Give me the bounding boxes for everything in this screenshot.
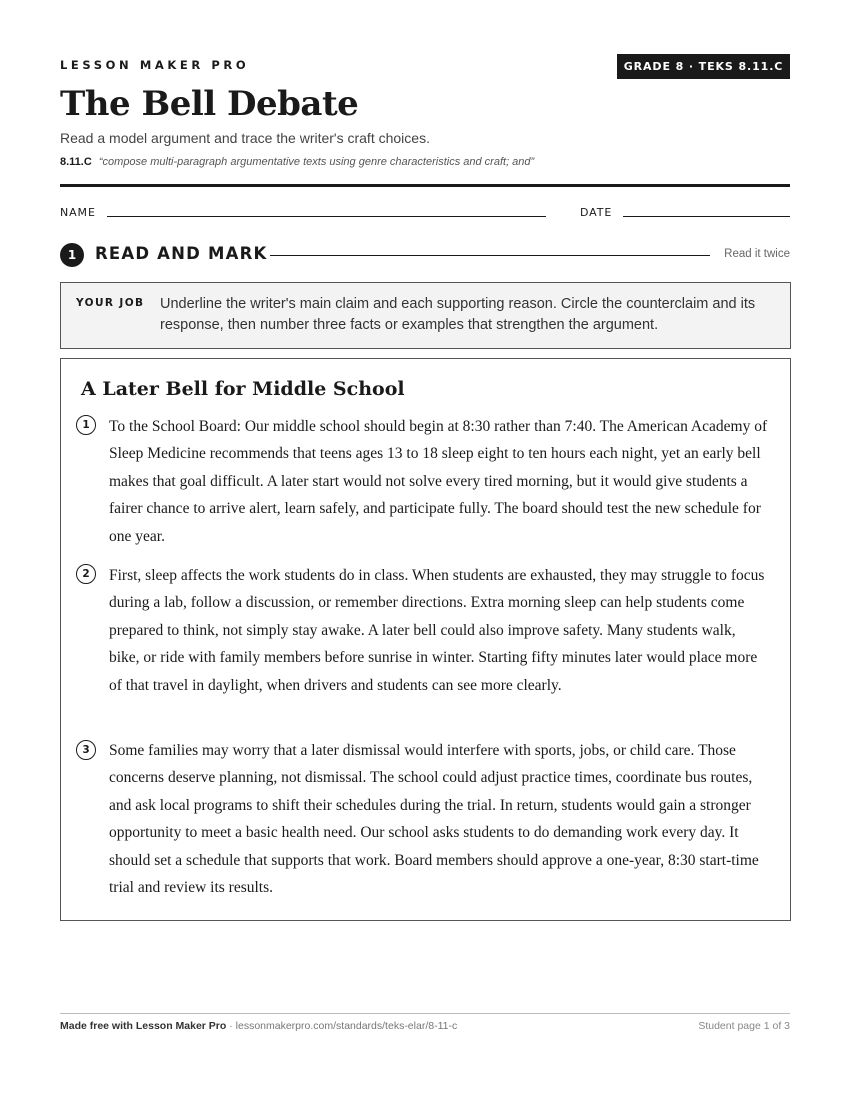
grade-badge: GRADE 8 · TEKS 8.11.C [617,54,790,79]
standard-text: “compose multi-paragraph argumentative texts using genre characteristics and craft; and” [98,156,535,168]
footer-made-with: Made free with Lesson Maker Pro [60,1020,227,1032]
header-divider [60,184,790,187]
footer-divider [60,1013,790,1014]
paragraph-number-1: 1 [76,415,96,435]
date-field[interactable] [623,216,790,217]
page-title: The Bell Debate [60,84,359,124]
name-field[interactable] [107,216,546,217]
brand-name: LESSON MAKER PRO [60,58,250,72]
passage-paragraph-2: First, sleep affects the work students do in class. When students are exhausted, they may struggle to focus during a lab, follow a discussion, or remember directions. Extra morning sleep can help students come prepared to think, not simply stay awake. A later bell could also improve safety. Many students walk, bike, or ride with family members before sunrise in winter. Starting fifty minutes later would place more of that travel in daylight, when drivers and students can see more clearly. [109,567,765,694]
name-label: NAME [60,206,96,219]
standard-code: 8.11.C [60,156,92,168]
your-job-box [60,282,791,349]
passage-title: A Later Bell for Middle School [81,378,405,400]
paragraph-number-2: 2 [76,564,96,584]
your-job-label: YOUR JOB [76,297,145,309]
section-title: READ AND MARK [95,244,268,263]
paragraph-number-3: 3 [76,740,96,760]
passage-paragraph-3: Some families may worry that a later dismissal would interfere with sports, jobs, or child care. Those concerns deserve planning, not dismissal. The school could adjust practice times, coordinate bus routes, and ask local programs to shift their schedules during the trial. In return, students would gain a stronger opportunity to meet a basic health need. Our school asks students to do demanding work every day. It should set a schedule that supports that work. Board members should approve a one-year, 8:30 start-time trial and review its results. [109,742,759,897]
date-label: DATE [580,206,613,219]
section-divider [270,255,710,256]
your-job-instructions: Underline the writer's main claim and each supporting reason. Circle the counterclaim and its response, then number three facts or examples that strengthen the argument. [160,296,756,333]
footer-credit [60,1020,457,1032]
standard-line [60,156,534,168]
section-note: Read it twice [724,248,790,260]
page-subtitle: Read a model argument and trace the writer's craft choices. [60,130,430,146]
passage-paragraph-1: To the School Board: Our middle school should begin at 8:30 rather than 7:40. The American Academy of Sleep Medicine recommends that teens ages 13 to 18 sleep eight to ten hours each night, yet an early bell makes that goal difficult. A later start would not solve every tired morning, but it would give students a fairer chance to arrive alert, learn safely, and participate fully. The board should test the new schedule for one year. [109,418,768,545]
section-number-badge: 1 [60,243,84,267]
passage-box [60,358,791,921]
footer-separator: · [226,1020,236,1032]
footer-url[interactable]: lessonmakerpro.com/standards/teks-elar/8-11-c [235,1020,458,1032]
footer-page-number: Student page 1 of 3 [698,1020,790,1032]
